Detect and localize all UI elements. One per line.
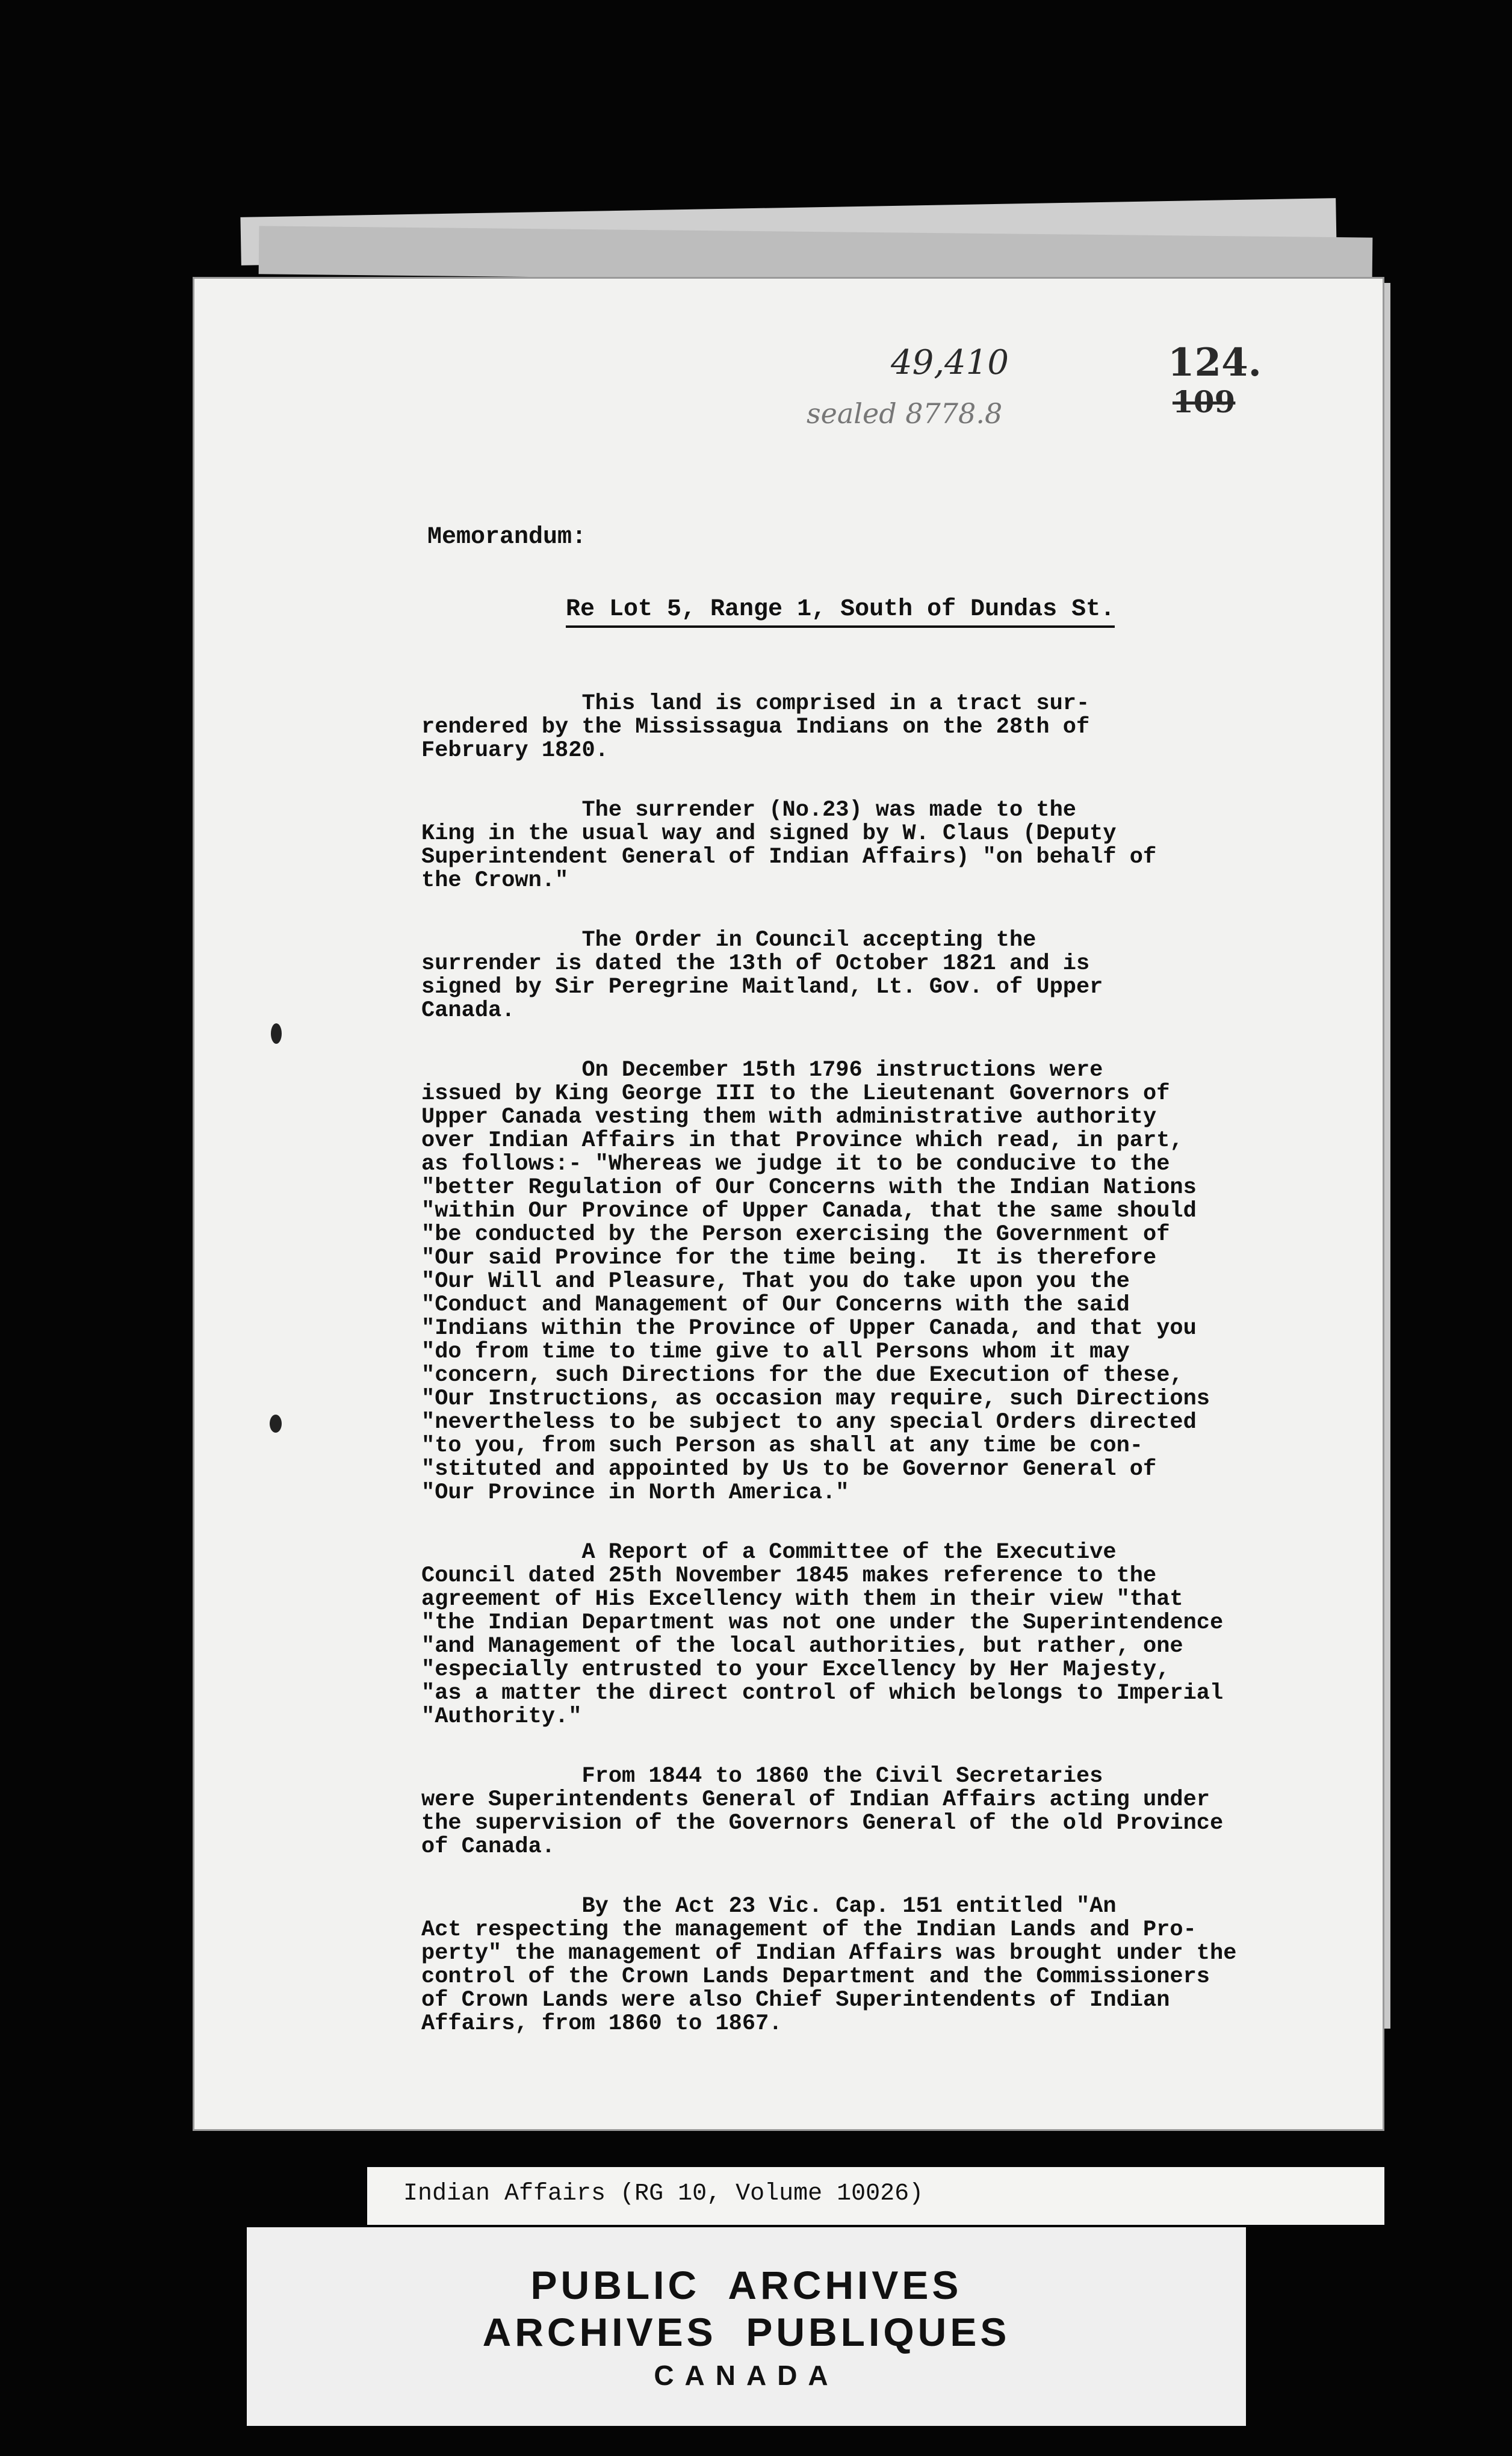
archive-reference-text: Indian Affairs (RG 10, Volume 10026) <box>403 2180 924 2207</box>
memo-subject-line: Re Lot 5, Range 1, South of Dundas St. <box>566 596 1115 628</box>
stamp-line-french: ARCHIVES PUBLIQUES <box>482 2310 1011 2354</box>
memo-paragraph: The Order in Council accepting the surrender is dated the 13th of October 1821 and is signed by Sir Peregrine Maitland, Lt. Gov. of Upper Canada. <box>421 928 1103 1023</box>
memo-paragraph: On December 15th 1796 instructions were issued by King George III to the Lieutenant Governors of Upper Canada vesting them with administrative authority over Indian Affairs in that Province which read, in part, as follows:- "Whereas we judge it to be conducive to the "better Regulation of Our Concerns with the Indian Nations "within Our Province of Upper Canada, that the same should "be conducted by the Person exercising the Government of "Our said Province for the time being. It is therefore "Our Will and Pleasure, That you do take upon you the "Conduct and Management of Our Concerns with the said "Indians within the Province of Upper Canada, and that you "do from time to time give to all Persons whom it may "concern, such Directions for the due Execution of these, "Our Instructions, as occasion may require, such Directions "nevertheless to be subject to any special Orders directed "to you, from such Person as shall at any time be con- "stituted and appointed by Us to be Governor General of "Our Province in North America." <box>421 1058 1210 1506</box>
memo-page <box>193 277 1384 2131</box>
memo-body <box>421 692 1282 2072</box>
stamp-line-country: CANADA <box>654 2360 839 2391</box>
page-number-new: 124. <box>1168 340 1262 385</box>
memo-paragraph: The surrender (No.23) was made to the King in the usual way and signed by W. Claus (Deputy Superintendent General of Indian Affairs) "on behalf of the Crown." <box>421 798 1157 893</box>
memo-heading: Memorandum: <box>427 524 587 551</box>
binding-mark <box>270 1415 282 1433</box>
page-number-old: 109 <box>1173 384 1236 420</box>
public-archives-stamp <box>247 2227 1246 2426</box>
binding-mark <box>271 1023 282 1044</box>
memo-paragraph: From 1844 to 1860 the Civil Secretaries were Superintendents General of Indian Affairs acting under the supervision of the Governors General of the old Province of Canada. <box>421 1764 1224 1859</box>
sealed-number-note: sealed 8778.8 <box>807 397 1003 430</box>
archive-reference-label <box>367 2167 1384 2225</box>
memo-paragraph: This land is comprised in a tract sur- rendered by the Mississagua Indians on the 28th of February 1820. <box>421 691 1090 763</box>
memo-paragraph: A Report of a Committee of the Executive Council dated 25th November 1845 makes reference to the agreement of His Excellency with them in their view "that "the Indian Department was not one under the Superintendence "and Management of the local authorities, but rather, one "especially entrusted to your Excellency by Her Majesty, "as a matter the direct control of which belongs to Imperial "Authority." <box>421 1540 1224 1729</box>
memo-paragraph: By the Act 23 Vic. Cap. 151 entitled "An Act respecting the management of the Indian Lands and Pro- perty" the management of Indian Affairs was brought under the control of the Crown Lands Department and the Commissioners of Crown Lands were also Chief Superintendents of Indian Affairs, from 1860 to 1867. <box>421 1894 1237 2036</box>
file-number-note: 49,410 <box>891 343 1009 382</box>
stamp-line-english: PUBLIC ARCHIVES <box>530 2263 962 2307</box>
